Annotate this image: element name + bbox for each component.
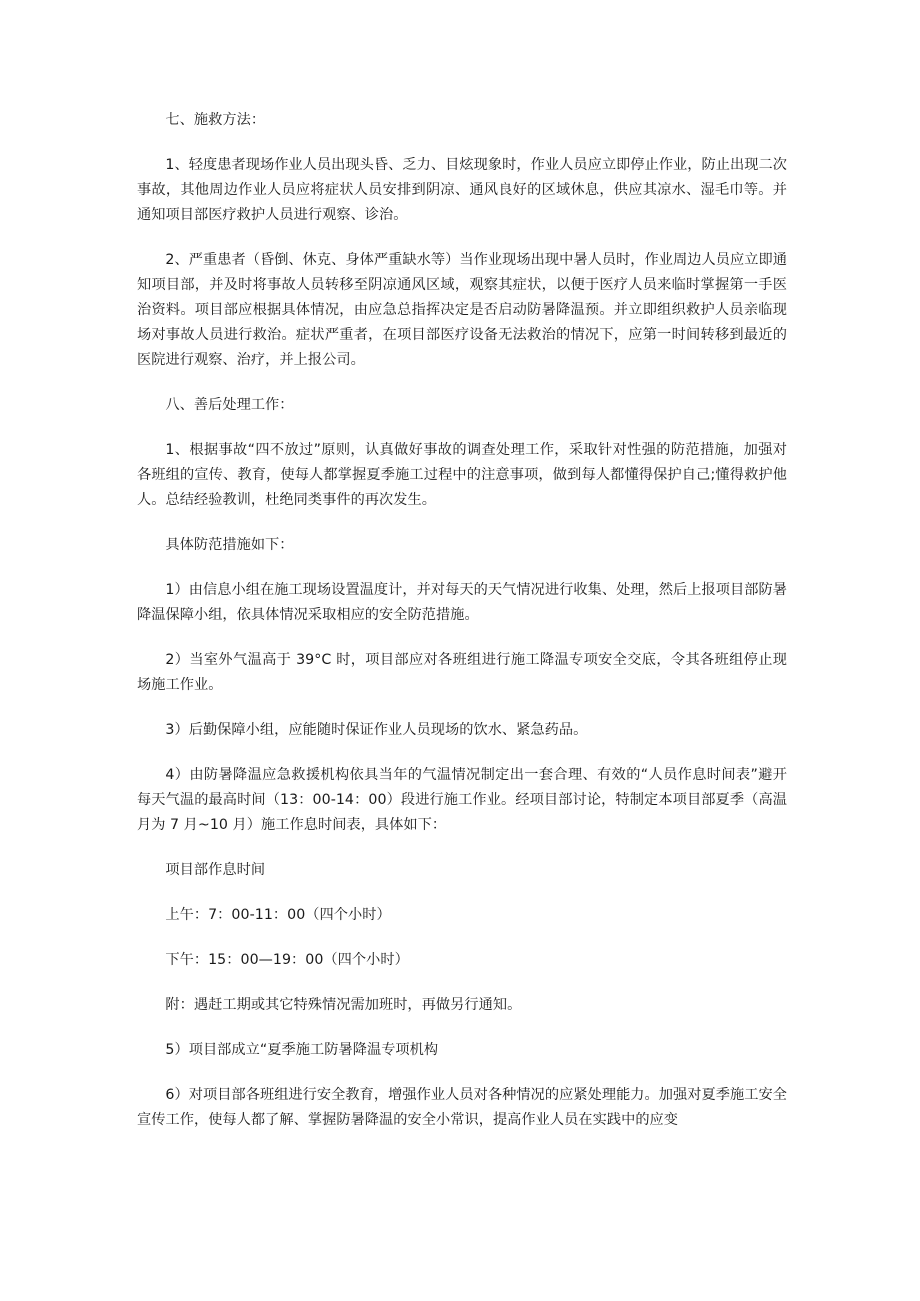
section-heading-rescue-methods: 七、施救方法： [165, 112, 266, 128]
paragraph-mild-patients: 1、轻度患者现场作业人员出现头昏、乏力、目炫现象时，作业人员应立即停止作业，防止出现二次事故，其他周边作业人员应将症状人员安排到阴凉、通风良好的区域休息，供应其凉水、湿毛巾等。并通知项目部医疗救护人员进行观察、诊治。 [137, 157, 787, 223]
list-item-logistics: 3）后勤保障小组，应能随时保证作业人员现场的饮水、紧急药品。 [165, 722, 588, 738]
list-item-thermometer: 1）由信息小组在施工现场设置温度计，并对每天的天气情况进行收集、处理，然后上报项目部防暑降温保障小组，依具体情况采取相应的安全防范措施。 [137, 582, 787, 623]
schedule-afternoon: 下午：15：00—19：00（四个小时） [165, 952, 409, 968]
list-item-safety-education: 6）对项目部各班组进行安全教育，增强作业人员对各种情况的应紧处理能力。加强对夏季施工安全宣传工作，使每人都了解、掌握防暑降温的安全小常识，提高作业人员在实践中的应变 [137, 1087, 787, 1128]
paragraph-severe-patients: 2、严重患者（昏倒、休克、身体严重缺水等）当作业现场出现中暑人员时，作业周边人员应立即通知项目部，并及时将事故人员转移至阴凉通风区域，观察其症状，以便于医疗人员来临时掌握第一手医治资料。项目部应根据具体情况，由应急总指挥决定是否启动防暑降温预。并立即组织救护人员亲临现场对事故人员进行救治。症状严重者，在项目部医疗设备无法救治的情况下，应第一时间转移到最近的医院进行观察、治疗，并上报公司。 [137, 252, 787, 368]
document-page [137, 108, 787, 1153]
list-item-work-schedule: 4）由防暑降温应急救援机构依具当年的气温情况制定出一套合理、有效的“人员作息时间表”避开每天气温的最高时间（13：00-14：00）段进行施工作业。经项目部讨论，特制定本项目部夏季（高温月为 7 月~10 月）施工作息时间表，具体如下： [137, 767, 787, 833]
list-item-temperature-threshold: 2）当室外气温高于 39°C 时，项目部应对各班组进行施工降温专项安全交底，令其各班组停止现场施工作业。 [137, 652, 787, 693]
list-item-special-agency: 5）项目部成立“夏季施工防暑降温专项机构 [165, 1042, 439, 1058]
schedule-title: 项目部作息时间 [165, 862, 266, 878]
schedule-morning: 上午：7：00-11：00（四个小时） [165, 907, 391, 923]
subheading-prevention-measures: 具体防范措施如下： [165, 537, 294, 553]
schedule-note: 附：遇赶工期或其它特殊情况需加班时，再做另行通知。 [165, 997, 522, 1013]
paragraph-four-principles: 1、根据事故“四不放过”原则，认真做好事故的调查处理工作，采取针对性强的防范措施，加强对各班组的宣传、教育，使每人都掌握夏季施工过程中的注意事项，做到每人都懂得保护自己;懂得救护他人。总结经验教训，杜绝同类事件的再次发生。 [137, 442, 787, 508]
section-heading-aftermath: 八、善后处理工作： [165, 397, 294, 413]
